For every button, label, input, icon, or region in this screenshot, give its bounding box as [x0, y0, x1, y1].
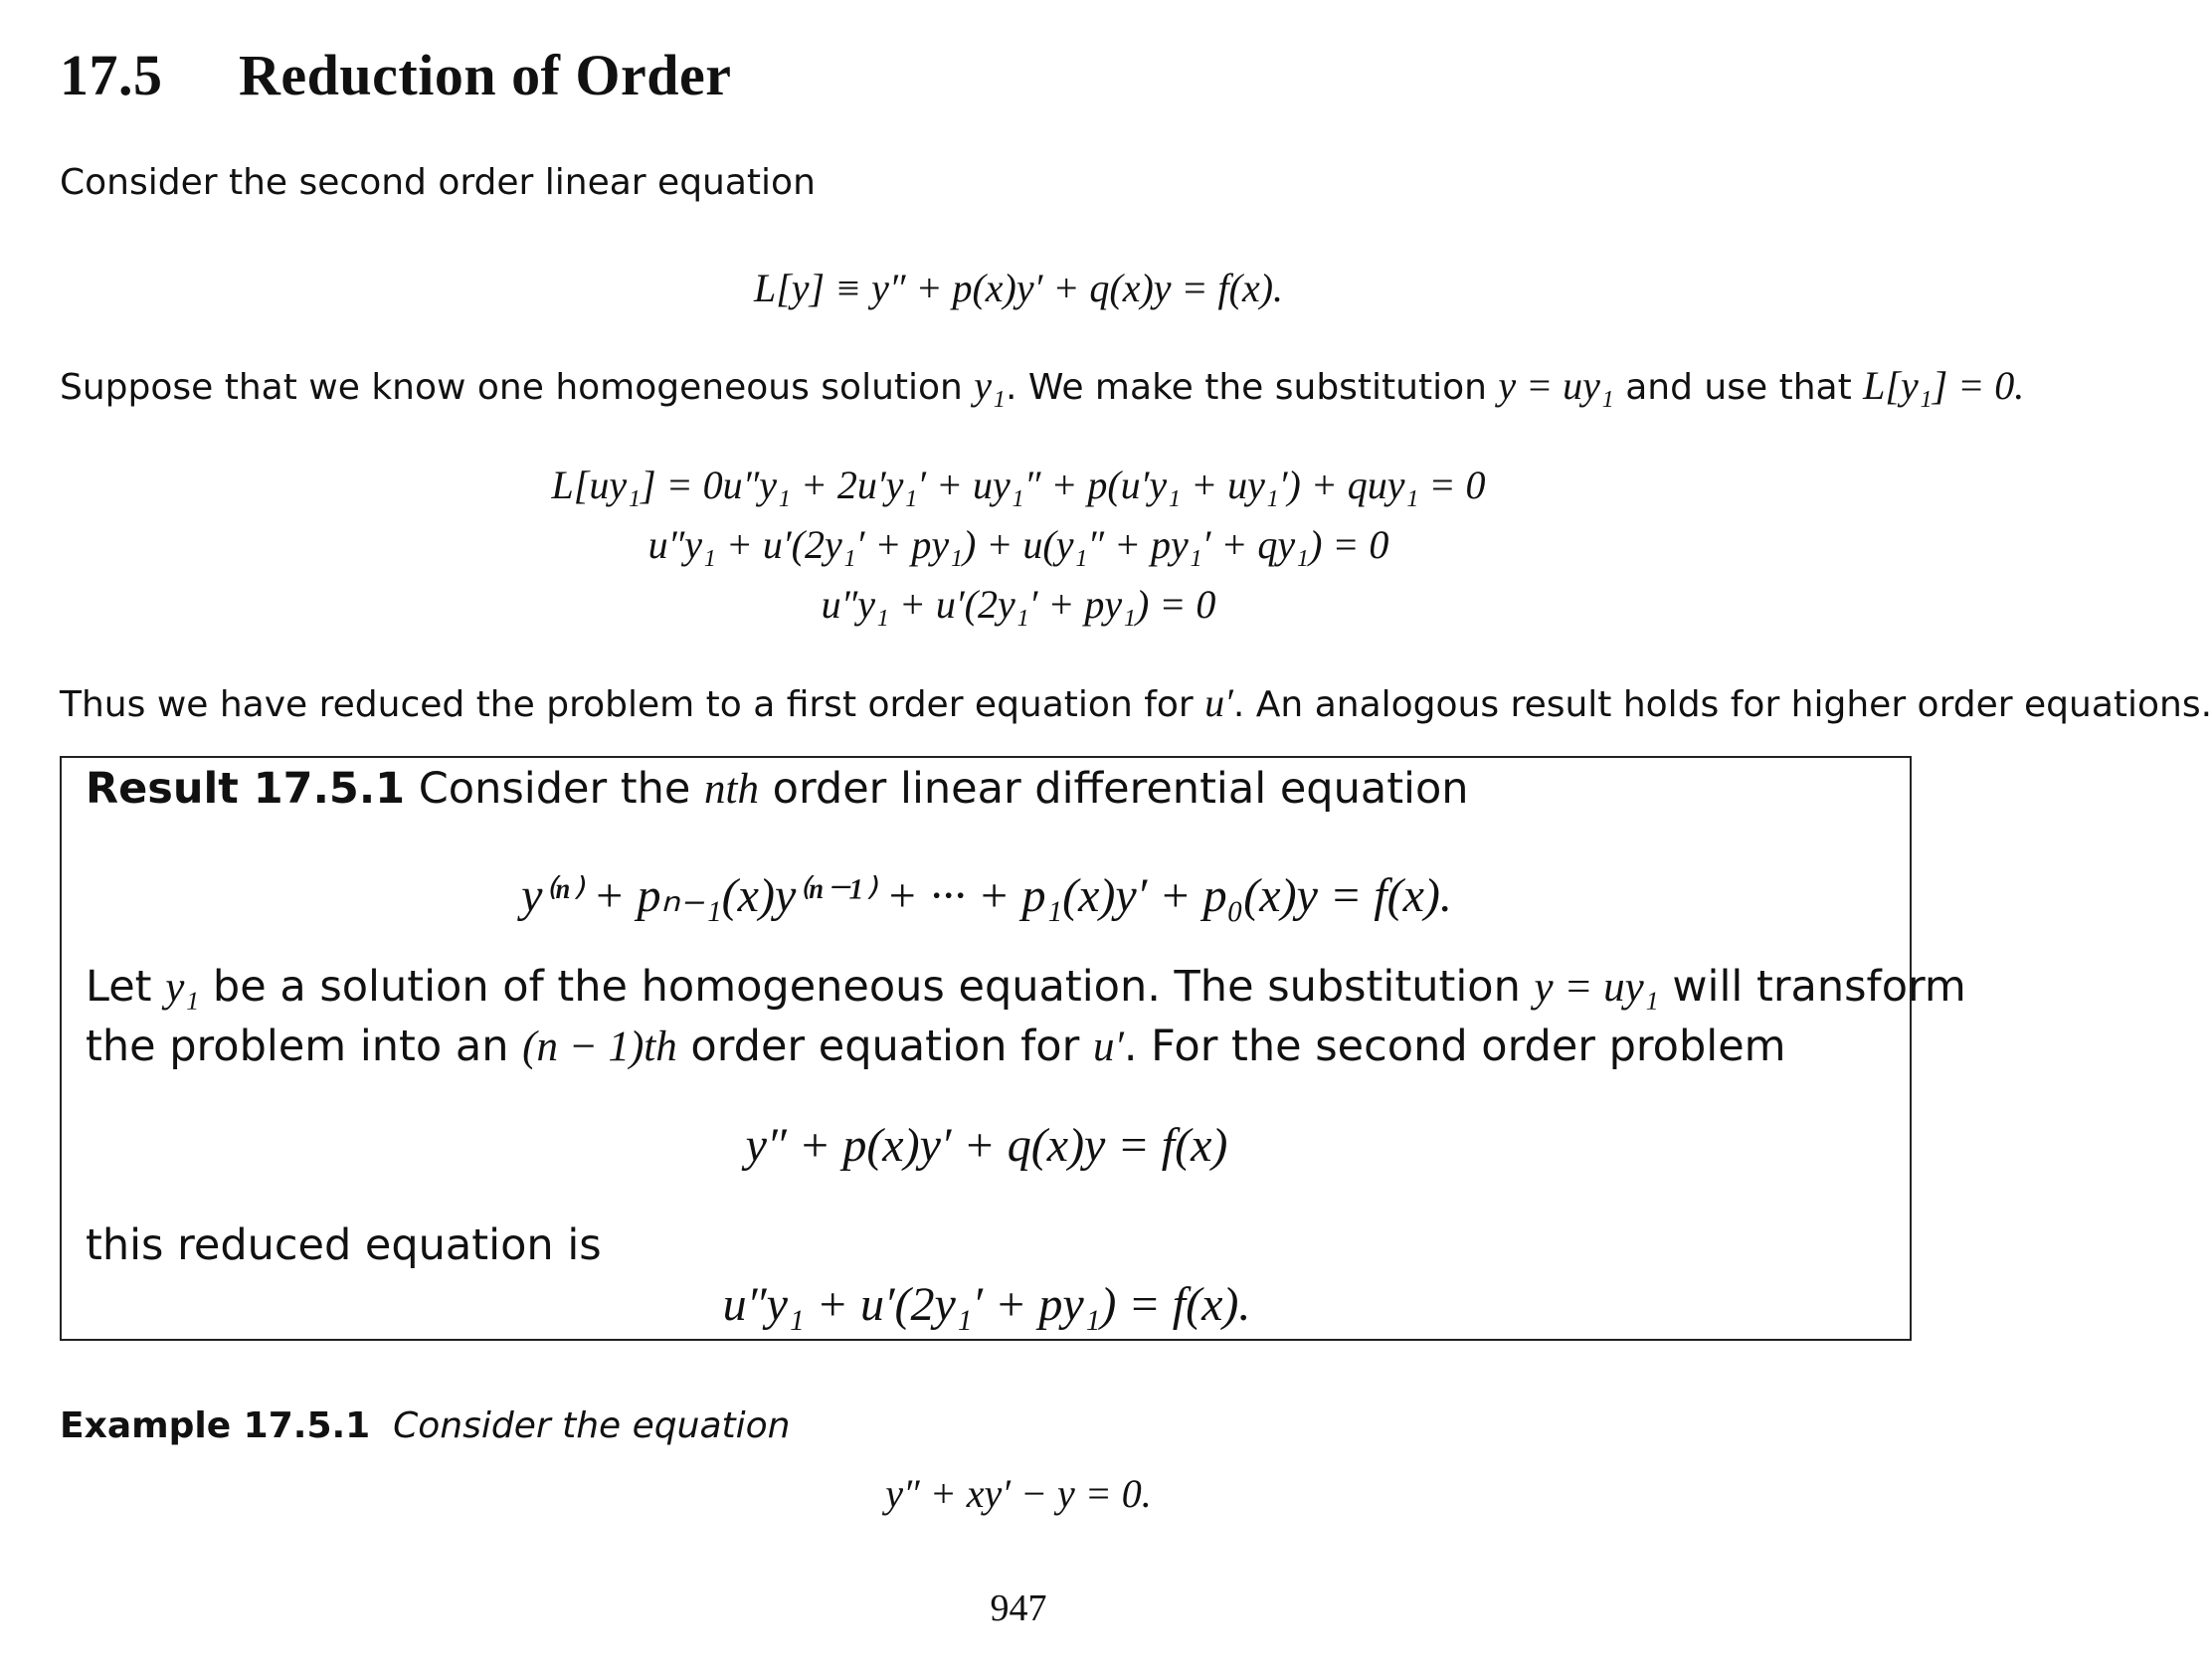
- intro-paragraph: Consider the second order linear equation: [60, 162, 816, 203]
- thus-paragraph: [60, 679, 2212, 726]
- result-equation: y⁽ⁿ⁾ + pₙ₋₁(x)y⁽ⁿ⁻¹⁾ + ··· + p₁(x)y′ + p₀(x)y = f(x).: [521, 869, 1452, 922]
- thus-var: u′: [1204, 680, 1233, 725]
- section-number: 17.5: [60, 43, 163, 107]
- result-line1-mid: be a solution of the homogeneous equation. The substitution: [212, 962, 1521, 1012]
- section-title: Reduction of Order: [239, 43, 732, 107]
- result-line1-after: will transform: [1672, 962, 1966, 1012]
- thus-text-before: Thus we have reduced the problem to a first order equation for: [60, 684, 1194, 725]
- result-reduced-equation: u″y₁ + u′(2y₁′ + py₁) = f(x).: [722, 1278, 1251, 1331]
- derivation-line-1: L[uy₁] = 0u″y₁ + 2u′y₁′ + uy₁″ + p(u′y₁ + uy₁′) + quy₁ = 0: [551, 463, 1486, 507]
- main-equation: L[y] ≡ y″ + p(x)y′ + q(x)y = f(x).: [753, 266, 1284, 310]
- example-heading: [60, 1405, 790, 1446]
- result-intro-var: nth: [704, 766, 759, 813]
- derivation-block: [0, 456, 2037, 635]
- result-intro-before: Consider the: [418, 764, 691, 814]
- substitution-paragraph: [60, 362, 2024, 409]
- result-intro: [86, 764, 1469, 814]
- result-line2-before: the problem into an: [86, 1022, 509, 1071]
- result-line2-u: u′: [1092, 1024, 1124, 1070]
- sub-condition: L[y₁] = 0.: [1863, 363, 2025, 408]
- result-line-1: [86, 962, 1966, 1012]
- result-box: [60, 756, 1966, 1341]
- result-line2-var: (n − 1)th: [522, 1024, 677, 1070]
- result-second-order-equation: y″ + p(x)y′ + q(x)y = f(x): [745, 1119, 1228, 1172]
- example-label: Example 17.5.1: [60, 1405, 371, 1446]
- sub-text-middle: . We make the substitution: [1005, 367, 1487, 408]
- example-equation: y″ + xy′ − y = 0.: [885, 1471, 1152, 1516]
- example-text: Consider the equation: [393, 1405, 791, 1446]
- derivation-line-2: u″y₁ + u′(2y₁′ + py₁) + u(y₁″ + py₁′ + qy₁) = 0: [647, 522, 1389, 567]
- thus-text-after: . An analogous result holds for higher order equations.: [1232, 684, 2212, 725]
- result-line2-after: . For the second order problem: [1123, 1022, 1786, 1071]
- result-line1-var: y₁: [165, 964, 200, 1011]
- result-line2-mid: order equation for: [690, 1022, 1080, 1071]
- result-intro-after: order linear differential equation: [772, 764, 1469, 814]
- result-line-2: [86, 1022, 1786, 1071]
- result-reduced-text: this reduced equation is: [86, 1220, 602, 1270]
- sub-y1: y₁: [974, 363, 1006, 408]
- sub-text-after: and use that: [1625, 367, 1852, 408]
- derivation-line-3: u″y₁ + u′(2y₁′ + py₁) = 0: [821, 582, 1216, 627]
- sub-substitution: y = uy₁: [1498, 363, 1614, 408]
- section-heading: [60, 42, 732, 108]
- result-line1-before: Let: [86, 962, 152, 1012]
- result-label: Result 17.5.1: [86, 764, 406, 814]
- sub-text-before: Suppose that we know one homogeneous solution: [60, 367, 963, 408]
- result-line1-sub: y = uy₁: [1534, 964, 1659, 1011]
- page-number: 947: [990, 1587, 1047, 1629]
